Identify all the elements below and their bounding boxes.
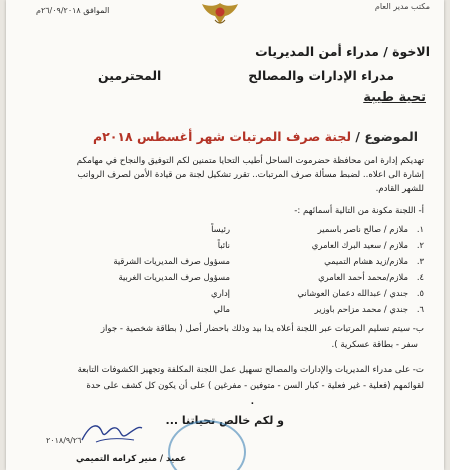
committee-label: أ- اللجنة مكونة من التالية أسمائهم :- [294,206,424,216]
member-name: ملازم/زيد هشام التميمي [324,256,408,266]
body-paragraph-3: للشهر القادم. [375,184,424,194]
signer-name: عميد / منير كرامه التميمي [76,454,187,464]
closing-greeting: و لكم خالص تحياتنا ... [165,414,284,427]
committee-member [94,272,424,286]
member-name: ملازم / سعيد البرك العامري [311,240,408,250]
member-role: رئيساً [211,224,230,234]
body-paragraph-2: إشارة الى اعلاه.. لضبط مسألة صرف المرتبات.. تقرر تشكيل لجنة من قيادة الأمن لصرف الرواتب [77,170,424,180]
member-number: ١. [416,224,424,234]
committee-member [94,240,424,254]
office-title: مكتب مدير العام [374,2,430,11]
date-label: الموافق [83,6,110,15]
date-value: ٢٦/٠٩/٢٠١٨م [36,6,81,15]
clause-c-line-1: ت- على مدراء المديريات والإدارات والمصالح تسهيل عمل اللجنة المكلفة وتجهيز الكشوفات التابعة [77,365,424,375]
member-number: ٤. [416,272,424,282]
member-name: جندي / محمد مزاحم باوزير [314,304,408,314]
clause-b-line-1: ب- سيتم تسليم المرتبات عبر اللجنة أعلاه يدا بيد وذلك باحضار أصل ( بطاقة شخصية - جواز [100,324,424,334]
member-role: مسؤول صرف المديريات الشرقية [113,256,230,266]
member-role: مالي [213,304,230,314]
clause-b-line-2: سفر - بطاقة عسكرية ). [331,340,418,350]
member-role: مسؤول صرف المديريات الغربية [118,272,230,282]
eagle-emblem-icon [198,0,242,26]
committee-member [94,304,424,318]
member-name: ملازم/محمد أحمد العامري [318,272,408,282]
addressee-line-2: مدراء الإدارات والمصالح [248,68,394,83]
handwritten-signature [76,418,146,448]
signature-date: ٢٠١٨/٩/٢٦ [46,436,82,445]
member-role: إداري [211,288,230,298]
greeting: تحية طيبة [363,90,426,105]
committee-member [94,224,424,238]
body-paragraph-1: تهديكم إدارة امن محافظة حضرموت الساحل أطيب التحايا متمنين لكم التوفيق والنجاح في مهامكم [76,156,424,166]
subject-label: الموضوع / [355,129,418,144]
header-date [36,6,109,15]
addressee-line-1: الاخوة / مدراء أمن المديريات [255,44,430,59]
member-number: ٣. [416,256,424,266]
letter-page [6,0,444,470]
member-number: ٢. [416,240,424,250]
member-number: ٥. [416,288,424,298]
honorific: المحترمين [98,68,162,83]
subject-text: لجنة صرف المرتبات شهر أغسطس ٢٠١٨م [92,129,352,144]
clause-c-line-3: . [250,397,254,407]
subject-line [93,129,418,144]
committee-member [94,288,424,302]
clause-c-line-2: لقوائمهم (فعلية - غير فعلية - كبار السن - متوفين - مفرغين ) على أن يكون كل كشف على حدة [86,381,424,391]
member-name: جندي / عبدالله دعمان العوشاني [297,288,408,298]
committee-member [94,256,424,270]
member-number: ٦. [416,304,424,314]
member-name: ملازم / صالح ناصر باسمير [317,224,408,234]
member-role: نائباً [217,240,230,250]
